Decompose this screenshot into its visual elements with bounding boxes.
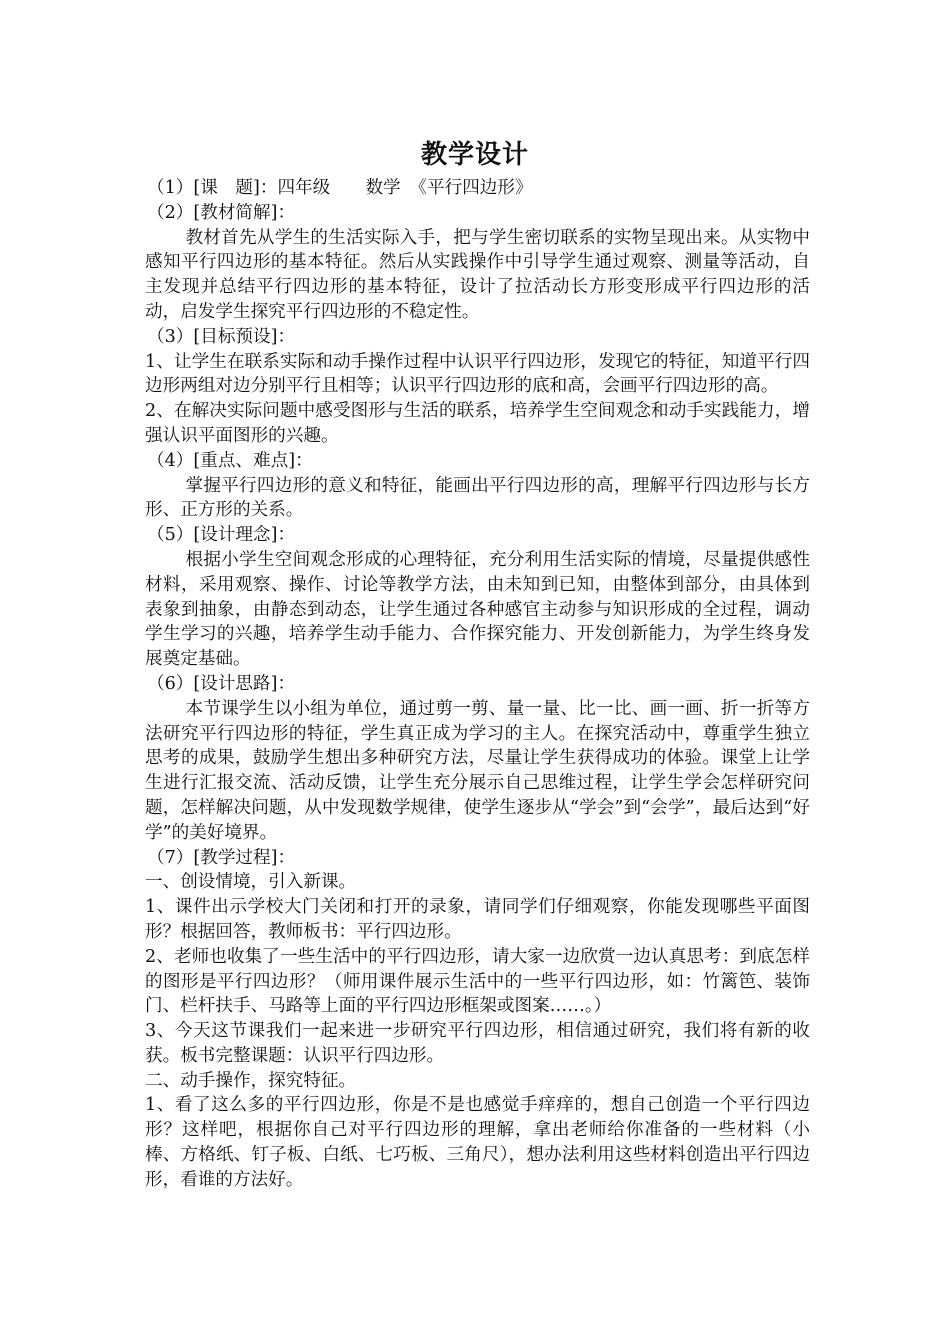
section-heading: （4）[重点、难点]：	[147, 450, 313, 471]
section-heading: （7）[教学过程]：	[147, 847, 296, 868]
paragraph: 2、在解决实际问题中感受图形与生活的联系，培养学生空间观念和动手实践能力，增强认识平面图形的兴趣。	[145, 401, 810, 446]
paragraph: 根据小学生空间观念形成的心理特征，充分利用生活实际的情境，尽量提供感性材料，采用观察、操作、讨论等教学方法，由未知到已知，由整体到部分，由具体到表象到抽象，由静态到动态，让学生通过各种感官主动参与知识形成的全过程，调动学生学习的兴趣，培养学生动手能力、合作探究能力、开发创新能力，为学生终身发展奠定基础。	[145, 549, 810, 670]
section-heading: （3）[目标预设]：	[147, 326, 296, 347]
paragraph: 1、课件出示学校大门关闭和打开的录象，请同学们仔细观察，你能发现哪些平面图形？根据回答，教师板书：平行四边形。	[145, 897, 810, 942]
document-body	[145, 176, 810, 1193]
paragraph: 1、看了这么多的平行四边形，你是不是也感觉手痒痒的，想自己创造一个平行四边形？这样吧，根据你自己对平行四边形的理解，拿出老师给你准备的一些材料（小棒、方格纸、钉子板、白纸、七巧板、三角尺），想办法利用这些材料创造出平行四边形，看谁的方法好。	[145, 1095, 810, 1190]
section-heading: （5）[设计理念]：	[147, 525, 296, 546]
paragraph: 二、动手操作，探究特征。	[145, 1070, 357, 1091]
paragraph: 1、让学生在联系实际和动手操作过程中认识平行四边形，发现它的特征，知道平行四边形两组对边分别平行且相等；认识平行四边形的底和高，会画平行四边形的高。	[145, 351, 810, 397]
paragraph: 2、老师也收集了一些生活中的平行四边形，请大家一边欣赏一边认真思考：到底怎样的图形是平行四边形？（师用课件展示生活中的一些平行四边形，如：竹篱笆、装饰门、栏杆扶手、马路等上面的平行四边形框架或图案……。）	[145, 946, 810, 1017]
paragraph: 教材首先从学生的生活实际入手，把与学生密切联系的实物呈现出来。从实物中感知平行四边形的基本特征。然后从实践操作中引导学生通过观察、测量等活动，自主发现并总结平行四边形的基本特征，设计了拉活动长方形变形成平行四边形的活动，启发学生探究平行四边形的不稳定性。	[145, 227, 810, 322]
section-heading: （1）[课 题]：四年级 数学 《平行四边形》	[147, 178, 533, 198]
document-title: 教学设计	[420, 140, 529, 170]
paragraph: 掌握平行四边形的意义和特征，能画出平行四边形的高，理解平行四边形与长方形、正方形的关系。	[145, 475, 810, 521]
section-heading: （2）[教材简解]：	[147, 202, 296, 223]
section-heading: （6）[设计思路]：	[147, 673, 296, 694]
paragraph: 本节课学生以小组为单位，通过剪一剪、量一量、比一比、画一画、折一折等方法研究平行四边形的特征，学生真正成为学习的主人。在探究活动中，尊重学生独立思考的成果，鼓励学生想出多种研究方法，尽量让学生获得成功的体验。课堂上让学生进行汇报交流、活动反馈，让学生充分展示自己思维过程，让学生学会怎样研究问题，怎样解决问题，从中发现数学规律，使学生逐步从“学会”到“会学”，最后达到“好学”的美好境界。	[145, 698, 810, 843]
paragraph: 一、创设情境，引入新课。	[145, 872, 357, 893]
paragraph: 3、今天这节课我们一起来进一步研究平行四边形，相信通过研究，我们将有新的收获。板书完整课题：认识平行四边形。	[145, 1021, 810, 1066]
